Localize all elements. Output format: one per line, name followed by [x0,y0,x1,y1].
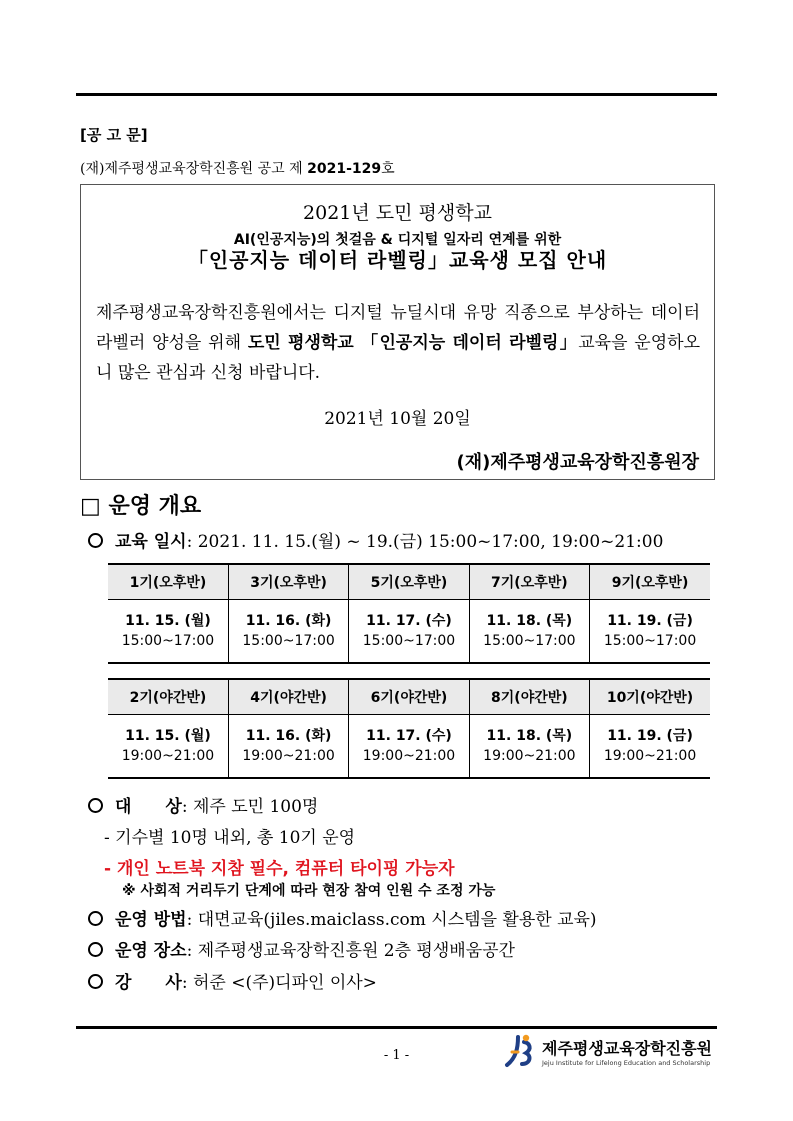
method-label: 운영 방법 [115,910,187,930]
cohort-cell [590,600,710,664]
cohort-cell [590,715,710,779]
cohort-date: 11. 18. (목) [486,613,573,629]
place-label: 운영 장소 [115,941,187,961]
body-text-bold: 도민 평생학교 「인공지능 데이터 라벨링」 [247,333,579,353]
cohort-name: 8기(야간반) [469,679,589,715]
place-line [88,936,515,961]
notice-label: [공 고 문] [80,126,148,144]
table-row [108,600,710,664]
cohort-date: 11. 17. (수) [366,613,452,629]
table-header-row [108,564,710,600]
institute-logo [504,1034,724,1074]
circle-bullet-icon [88,533,103,548]
cohort-name: 10기(야간반) [590,679,710,715]
body-text-2: 교육을 운영하오니 많은 관심과 신청 바랍니다. [96,333,700,383]
cohort-time: 19:00~21:00 [362,748,456,764]
cohort-name: 3기(오후반) [228,564,348,600]
cohort-cell [349,600,469,664]
cohort-name: 2기(야간반) [108,679,228,715]
place-value: : 제주평생교육장학진흥원 2층 평생배움공간 [186,941,515,961]
cohort-time: 19:00~21:00 [483,748,576,764]
cohort-cell [108,600,228,664]
period-value: : 2021. 11. 15.(월) ~ 19.(금) 15:00~17:00, 19:00~21:00 [186,532,664,552]
cohort-date: 11. 18. (목) [486,728,573,744]
cohort-name: 5기(오후반) [349,564,469,600]
cohort-date: 11. 16. (화) [245,613,332,629]
announcement-headline: 「인공지능 데이터 라벨링」교육생 모집 안내 [187,248,608,272]
table-header-row [108,679,710,715]
logo-korean-name: 제주평생교육장학진흥원 [542,1039,713,1058]
cohort-date: 11. 15. (월) [125,728,211,744]
circle-bullet-icon [88,974,103,989]
cohort-time: 15:00~17:00 [362,633,456,649]
institute-emblem-icon [504,1034,538,1070]
cohort-cell [228,600,348,664]
target-detail [104,823,355,848]
circle-bullet-icon [88,798,103,813]
notice-number [80,158,395,178]
circle-bullet-icon [88,911,103,926]
section-title: □ 운영 개요 [80,494,202,519]
distancing-note: ※ 사회적 거리두기 단계에 따라 현장 참여 인원 수 조정 가능 [122,883,496,899]
cohort-name: 1기(오후반) [108,564,228,600]
instructor-label: 강 사 [115,973,182,993]
table-row [108,715,710,779]
cohort-date: 11. 15. (월) [125,613,211,629]
method-value: : 대면교육(jiles.maiclass.com 시스템을 활용한 교육) [186,910,597,930]
notice-number-prefix: (재)제주평생교육장학진흥원 공고 제 [80,161,303,177]
cohort-time: 19:00~21:00 [121,748,215,764]
bottom-rule [76,1026,717,1029]
cohort-time: 15:00~17:00 [603,633,697,649]
notice-number-suffix: 호 [381,161,395,177]
target-value: : 제주 도민 100명 [181,797,319,817]
period-label: 교육 일시 [115,532,187,552]
instructor-line [88,968,377,993]
cohort-name: 7기(오후반) [469,564,589,600]
cohort-name: 6기(야간반) [349,679,469,715]
cohort-date: 11. 16. (화) [245,728,332,744]
body-text-1: 제주평생교육장학진흥원에서는 디지털 뉴딜시대 유망 직종으로 부상하는 데이터 라벨러 양성을 위해 [96,303,700,353]
announcement-body [96,298,700,388]
announcement-title: 2021년 도민 평생학교 [303,202,492,224]
notice-number-value: 2021-129 [307,161,382,177]
evening-schedule-table [108,678,710,779]
cohort-date: 11. 19. (금) [607,613,693,629]
cohort-time: 15:00~17:00 [242,633,335,649]
top-rule [76,93,717,96]
target-line [88,792,318,817]
announcement-subtitle: AI(인공지능)의 첫걸음 & 디지털 일자리 연계를 위한 [233,232,562,248]
target-detail-text: - 기수별 10명 내외, 총 10기 운영 [104,828,356,848]
cohort-cell [349,715,469,779]
cohort-cell [228,715,348,779]
cohort-cell [469,600,589,664]
announcement-issuer: (재)제주평생교육장학진흥원장 [456,452,699,473]
period-line [88,527,663,552]
requirement-text: - 개인 노트북 지참 필수, 컴퓨터 타이핑 가능자 [104,859,455,879]
cohort-date: 11. 17. (수) [366,728,452,744]
announcement-date: 2021년 10월 20일 [324,409,471,429]
cohort-date: 11. 19. (금) [607,728,693,744]
instructor-value: : 허준 <(주)디파인 이사> [181,973,377,993]
cohort-time: 15:00~17:00 [121,633,215,649]
page-number: - 1 - [383,1048,410,1063]
cohort-name: 4기(야간반) [228,679,348,715]
cohort-time: 19:00~21:00 [603,748,697,764]
logo-english-name: Jeju Institute for Lifelong Education and Scholarship [542,1059,711,1067]
target-label: 대 상 [115,797,182,817]
cohort-name: 9기(오후반) [590,564,710,600]
cohort-cell [469,715,589,779]
cohort-time: 15:00~17:00 [483,633,576,649]
afternoon-schedule-table [108,563,710,664]
cohort-time: 19:00~21:00 [242,748,335,764]
cohort-cell [108,715,228,779]
circle-bullet-icon [88,942,103,957]
method-line [88,905,597,930]
